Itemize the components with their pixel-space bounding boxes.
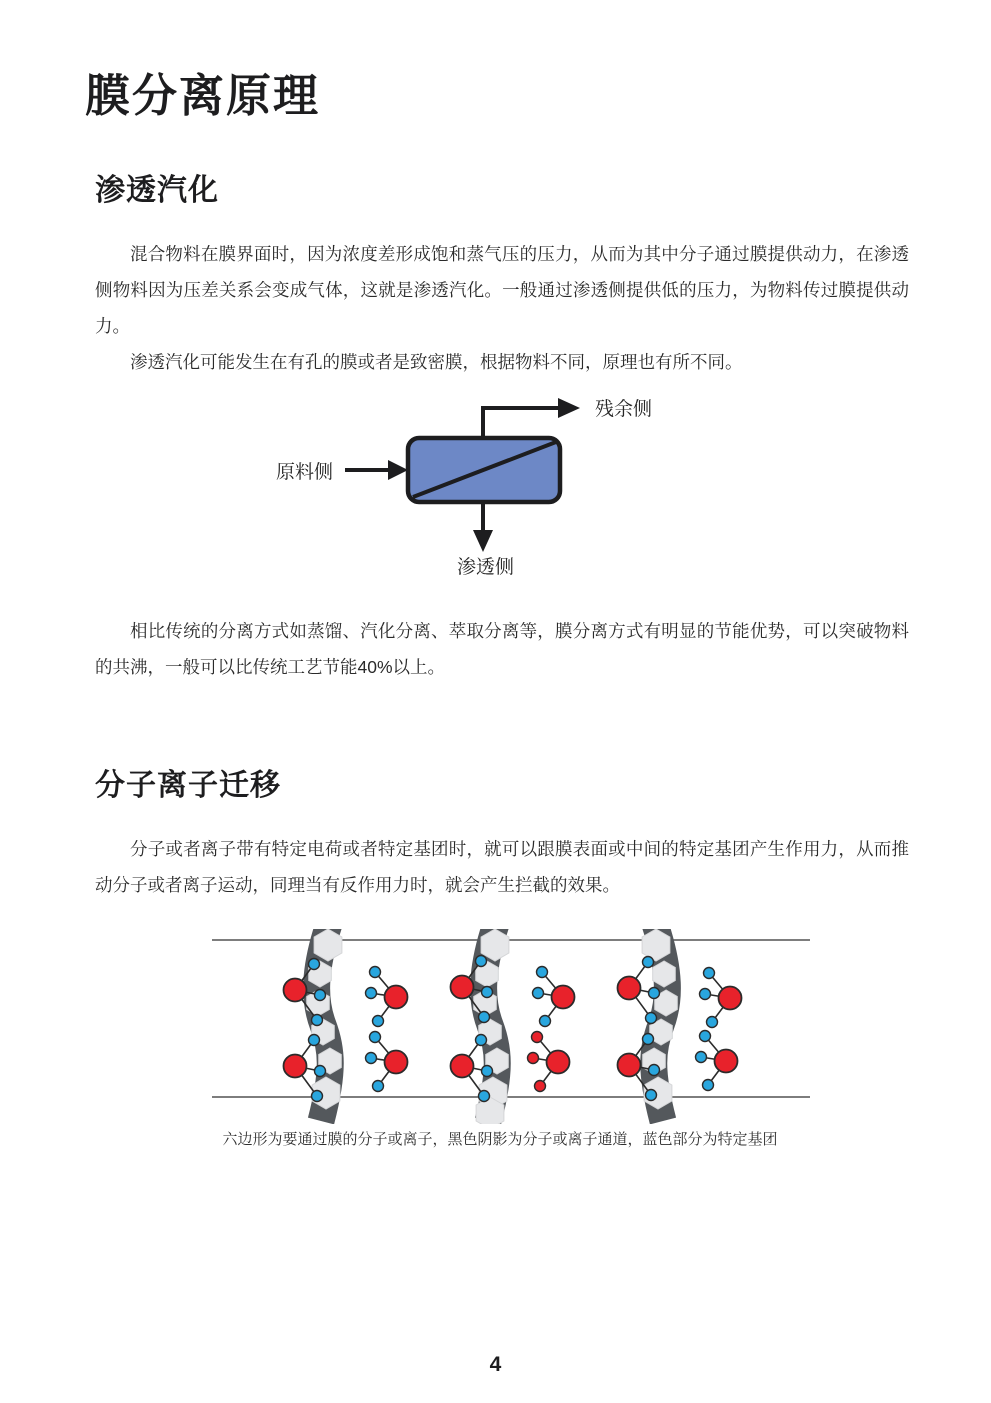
molecule-red-groups: [528, 1032, 570, 1092]
membrane-channel: [307, 929, 342, 1121]
membrane-unit: [618, 929, 742, 1121]
feed-side-label: 原料侧: [276, 462, 334, 483]
molecule: [366, 1032, 408, 1092]
paragraph-ion-migration: 分子或者离子带有特定电荷或者特定基团时，就可以跟膜表面或中间的特定基团产生作用力，从而推动分子或者离子运动，同理当有反作用力时，就会产生拦截的效果。: [95, 839, 909, 895]
ion-channel-diagram: [182, 929, 842, 1124]
figure-caption: 六边形为要通过膜的分子或离子，黑色阴影为分子或离子通道，蓝色部分为特定基团: [222, 1131, 778, 1148]
paragraph-energy-saving: 相比传统的分离方式如蒸馏、汽化分离、萃取分离等，膜分离方式有明显的节能优势，可以突破物料的共沸，一般可以比传统工艺节能40%以上。: [95, 621, 909, 677]
molecule: [696, 1031, 738, 1091]
retentate-side-label: 残余侧: [595, 399, 653, 420]
membrane-unit: [284, 929, 408, 1121]
feed-arrow-head: [388, 460, 408, 480]
retentate-arrow-line: [483, 408, 558, 438]
section-heading-pervaporation: 渗透汽化: [95, 174, 219, 207]
retentate-arrow-head: [558, 398, 580, 418]
membrane-unit: [451, 929, 575, 1124]
molecule: [700, 968, 742, 1028]
permeate-arrow-head: [473, 530, 493, 552]
paragraph-pervaporation-1: 混合物料在膜界面时，因为浓度差形成饱和蒸气压的压力，从而为其中分子通过膜提供动力，在渗透侧物料因为压差关系会变成气体，这就是渗透汽化。一般通过渗透侧提供低的压力，为物料传过膜提供动力。: [95, 244, 909, 336]
molecule: [366, 967, 408, 1027]
molecule: [533, 967, 575, 1027]
page-title: 膜分离原理: [85, 70, 321, 121]
permeate-side-label: 渗透侧: [457, 557, 515, 578]
ion-channel-svg: [182, 929, 842, 1124]
section-heading-ion-migration: 分子离子迁移: [95, 769, 281, 802]
membrane-flow-diagram: [250, 390, 710, 585]
paragraph-pervaporation-2: 渗透汽化可能发生在有孔的膜或者是致密膜，根据物料不同，原理也有所不同。: [130, 352, 743, 372]
page-number: 4: [489, 1353, 502, 1376]
membrane-flow-svg: [250, 390, 710, 585]
